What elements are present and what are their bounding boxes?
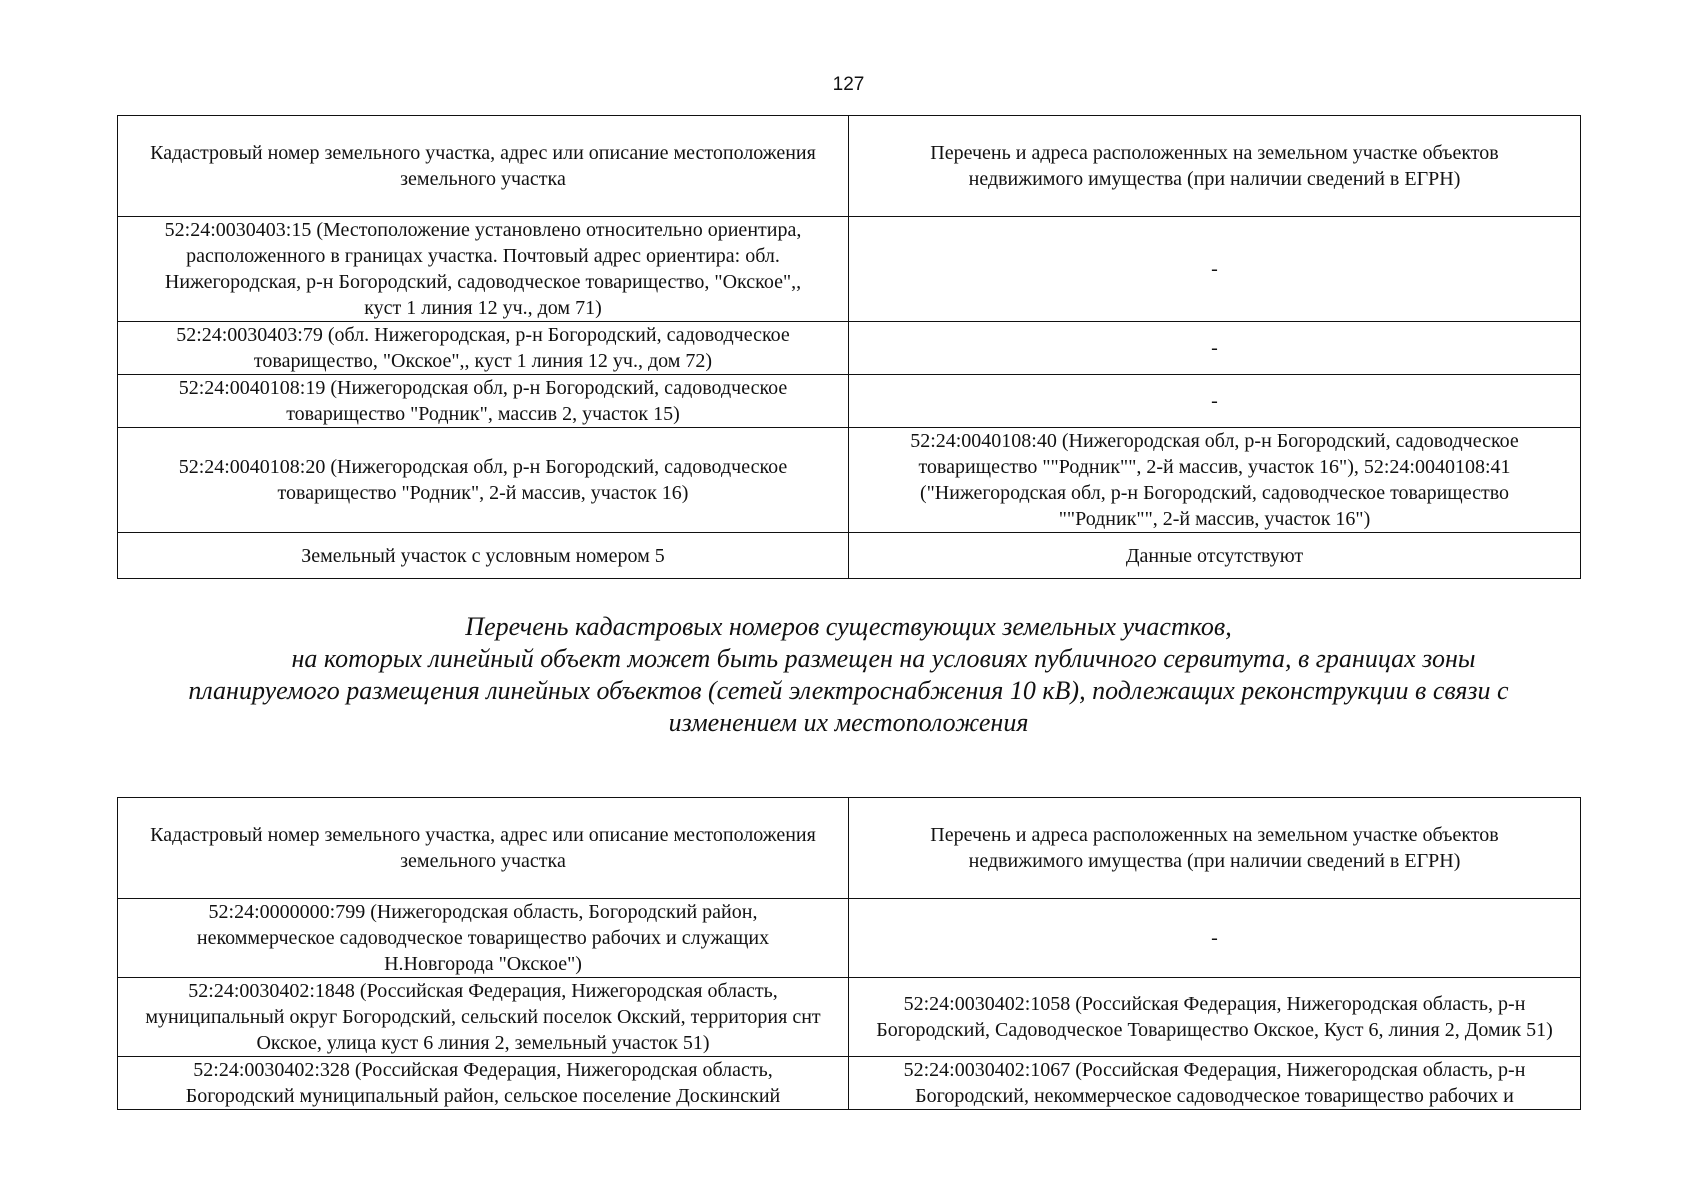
table-row	[118, 978, 1581, 1057]
header-cell-objects: Перечень и адреса расположенных на земельном участке объектов недвижимого имущества (при наличии сведений в ЕГРН)	[849, 116, 1581, 217]
heading-line: изменением их местоположения	[668, 708, 1029, 737]
cell-cadastral: 52:24:0030402:328 (Российская Федерация, Нижегородская область, Богородский муниципальный район, сельское поселение Доскинский	[118, 1057, 849, 1110]
table-row	[118, 322, 1581, 375]
cell-cadastral: 52:24:0040108:20 (Нижегородская обл, р-н Богородский, садоводческое товарищество "Родник", 2-й массив, участок 16)	[118, 428, 849, 533]
cell-cadastral: 52:24:0030403:15 (Местоположение установлено относительно ориентира, расположенного в границах участка. Почтовый адрес ориентира: обл. Нижегородская, р-н Богородский, садоводческое товарищество, "Окское",, куст 1 линия 12 уч., дом 71)	[118, 217, 849, 322]
section-heading	[117, 611, 1580, 739]
heading-line: Перечень кадастровых номеров существующих земельных участков,	[465, 612, 1232, 641]
cell-objects: Данные отсутствуют	[849, 533, 1581, 579]
page-number: 127	[832, 74, 865, 95]
cell-objects: 52:24:0040108:40 (Нижегородская обл, р-н Богородский, садоводческое товарищество ""Родник"", 2-й массив, участок 16"), 52:24:0040108:41 ("Нижегородская обл, р-н Богородский, садоводческое товарищество ""Родник"", 2-й массив, участок 16")	[849, 428, 1581, 533]
cell-objects: -	[849, 375, 1581, 428]
table-row	[118, 533, 1581, 579]
table-land-plots-1	[117, 115, 1581, 579]
table-land-plots-2	[117, 797, 1581, 1110]
table-header-row	[118, 116, 1581, 217]
heading-line: планируемого размещения линейных объектов (сетей электроснабжения 10 кВ), подлежащих реконструкции в связи с	[188, 676, 1509, 705]
cell-objects: 52:24:0030402:1067 (Российская Федерация, Нижегородская область, р-н Богородский, некоммерческое садоводческое товарищество рабочих и	[849, 1057, 1581, 1110]
cell-cadastral: 52:24:0000000:799 (Нижегородская область, Богородский район, некоммерческое садоводческое товарищество рабочих и служащих Н.Новгорода "Окское")	[118, 899, 849, 978]
cell-objects: -	[849, 899, 1581, 978]
header-cell-cadastral: Кадастровый номер земельного участка, адрес или описание местоположения земельного участка	[118, 116, 849, 217]
table-header-row	[118, 798, 1581, 899]
cell-cadastral: 52:24:0030403:79 (обл. Нижегородская, р-н Богородский, садоводческое товарищество, "Окское",, куст 1 линия 12 уч., дом 72)	[118, 322, 849, 375]
cell-objects: -	[849, 322, 1581, 375]
table-row	[118, 1057, 1581, 1110]
header-cell-cadastral: Кадастровый номер земельного участка, адрес или описание местоположения земельного участка	[118, 798, 849, 899]
header-cell-objects: Перечень и адреса расположенных на земельном участке объектов недвижимого имущества (при наличии сведений в ЕГРН)	[849, 798, 1581, 899]
cell-cadastral: Земельный участок с условным номером 5	[118, 533, 849, 579]
table-row	[118, 899, 1581, 978]
cell-cadastral: 52:24:0040108:19 (Нижегородская обл, р-н Богородский, садоводческое товарищество "Родник", массив 2, участок 15)	[118, 375, 849, 428]
cell-cadastral: 52:24:0030402:1848 (Российская Федерация, Нижегородская область, муниципальный округ Богородский, сельский поселок Окский, территория снт Окское, улица куст 6 линия 2, земельный участок 51)	[118, 978, 849, 1057]
cell-objects: 52:24:0030402:1058 (Российская Федерация, Нижегородская область, р-н Богородский, Садоводческое Товарищество Окское, Куст 6, линия 2, Домик 51)	[849, 978, 1581, 1057]
cell-objects: -	[849, 217, 1581, 322]
table-row	[118, 375, 1581, 428]
heading-line: на которых линейный объект может быть размещен на условиях публичного сервитута, в границах зоны	[291, 644, 1476, 673]
table-row	[118, 217, 1581, 322]
table-row	[118, 428, 1581, 533]
